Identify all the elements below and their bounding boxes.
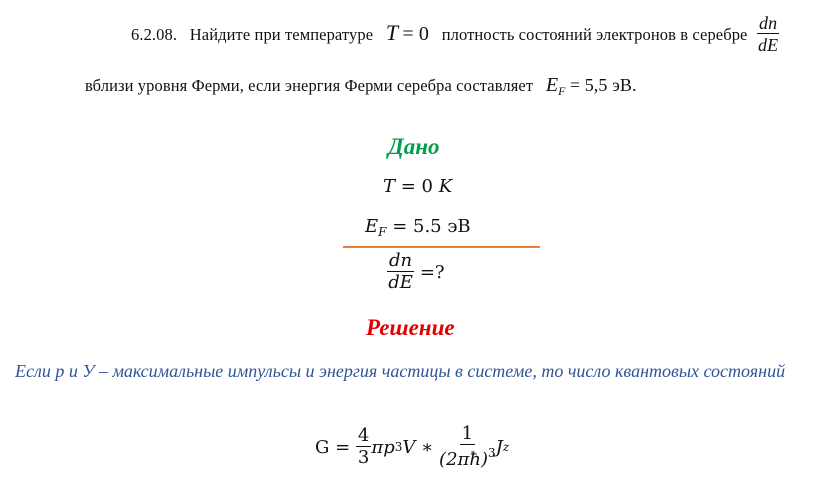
formula-mid-sup: 3 (394, 440, 403, 454)
formula-f2-den: (2πħ) (439, 449, 488, 470)
problem-text-3: вблизи уровня Ферми, если энергия Ферми серебра составляет (85, 76, 534, 95)
given-t-unit: K (438, 176, 453, 197)
formula-f1-num: 4 (357, 425, 370, 446)
formula-tail: J (495, 436, 503, 458)
problem-fraction-dn-de (757, 14, 779, 54)
formula-mid: πp (371, 436, 395, 458)
given-ef-rest: = 5.5 эВ (386, 216, 471, 237)
t-variable: T (385, 20, 399, 45)
formula-fraction-1 (356, 427, 371, 467)
ef-variable: E (545, 74, 559, 96)
ef-value: = 5,5 эВ. (569, 75, 637, 95)
fraction-numerator: dn (759, 13, 778, 33)
given-divider (343, 246, 540, 248)
problem-text-2: плотность состояний электронов в серебре (441, 25, 748, 44)
given-t-rest: = 0 (395, 176, 439, 197)
given-ef-sub: F (378, 225, 387, 239)
formula-tail-sub: z (502, 440, 510, 454)
formula-mid2: V ∗ (402, 436, 440, 458)
solution-paragraph: Если р и У – максимальные импульсы и энергия частицы в системе, то число квантовых состояний (15, 361, 786, 381)
problem-line-2 (85, 74, 637, 99)
formula-f2-den-sup: 3 (487, 446, 496, 460)
find-quantity (387, 252, 445, 292)
solution-formula (315, 425, 509, 469)
problem-text-1: Найдите при температуре (189, 25, 374, 44)
problem-number: 6.2.08. (131, 25, 178, 44)
formula-f2-den-wrap (439, 445, 496, 469)
find-fraction (387, 252, 414, 292)
find-question: =? (414, 261, 445, 283)
given-fermi-energy (365, 216, 471, 239)
solution-title: Решение (366, 315, 455, 340)
find-numerator: dn (389, 250, 413, 271)
given-title: Дано (388, 134, 440, 159)
formula-lhs: G = (315, 436, 356, 458)
given-t-var: T (383, 176, 396, 197)
formula-fraction-2 (439, 425, 496, 469)
fraction-denominator: dE (758, 35, 779, 55)
formula-f1-den: 3 (357, 447, 370, 468)
find-denominator: dE (388, 272, 413, 293)
formula-f2-num: 1 (461, 423, 474, 444)
t-equals-zero: = 0 (402, 23, 430, 45)
problem-line-1 (131, 20, 747, 46)
given-temperature (383, 176, 452, 197)
ef-subscript: F (558, 84, 566, 98)
given-ef-var: E (365, 216, 379, 237)
